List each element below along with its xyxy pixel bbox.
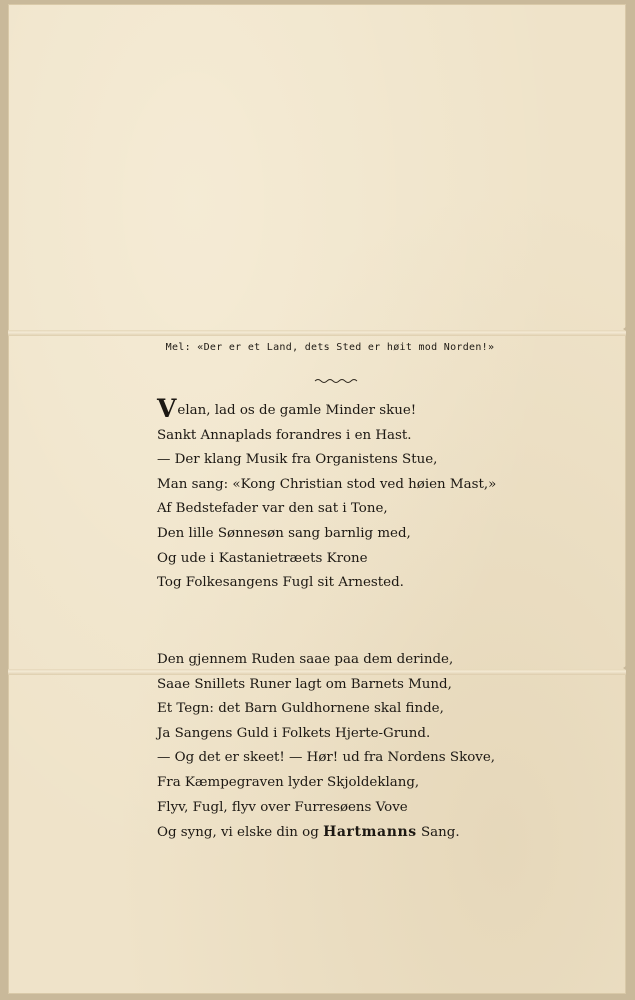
stanza-1-line-6: Den lille Sønnesøn sang barnlig med,	[157, 525, 411, 541]
stanza-2-line-4: Ja Sangens Guld i Folkets Hjerte-Grund.	[157, 725, 431, 741]
stanza-2	[157, 648, 495, 846]
stanza-1-line-2: Sankt Annaplads forandres i en Hast.	[157, 427, 412, 443]
stanza-1-line-1: Velan, lad os de gamle Minder skue!	[157, 394, 417, 423]
stanza-2-line-5: — Og det er skeet! — Hør! ud fra Nordens Skove,	[157, 750, 496, 766]
wave-ornament	[313, 377, 363, 385]
hartmann-name: Hartmanns	[323, 824, 417, 841]
stanza-1-line-3: — Der klang Musik fra Organistens Stue,	[157, 452, 438, 468]
stanza-2-line-1: Den gjennem Ruden saae paa dem derinde,	[157, 652, 454, 667]
stanza-1-line-5: Af Bedstefader var den sat i Tone,	[157, 501, 388, 517]
stanza-1-line-8: Tog Folkesangens Fugl sit Arnested.	[157, 575, 404, 591]
stanza-1-line-7: Og ude i Kastanietræets Krone	[157, 550, 368, 566]
stanza-2-line-6: Fra Kæmpegraven lyder Skjoldeklang,	[157, 774, 420, 790]
stanza-1	[157, 394, 497, 596]
stanza-2-line-8: Og syng, vi elske din og Hartmanns Sang.	[157, 824, 460, 841]
stanza-2-line-2: Saae Snillets Runer lagt om Barnets Mund,	[157, 676, 452, 692]
fold-crease-upper	[8, 330, 626, 336]
stanza-2-line-3: Et Tegn: det Barn Guldhornene skal finde,	[157, 701, 444, 717]
drop-cap: V	[157, 394, 177, 423]
stanza-2-line-7: Flyv, Fugl, flyv over Furresøens Vove	[157, 799, 408, 815]
stanza-1-line-4: Man sang: «Kong Christian stod ved høien Mast,»	[157, 476, 497, 492]
melody-note: Mel: «Der er et Land, dets Sted er høit mod Norden!»	[165, 342, 495, 353]
